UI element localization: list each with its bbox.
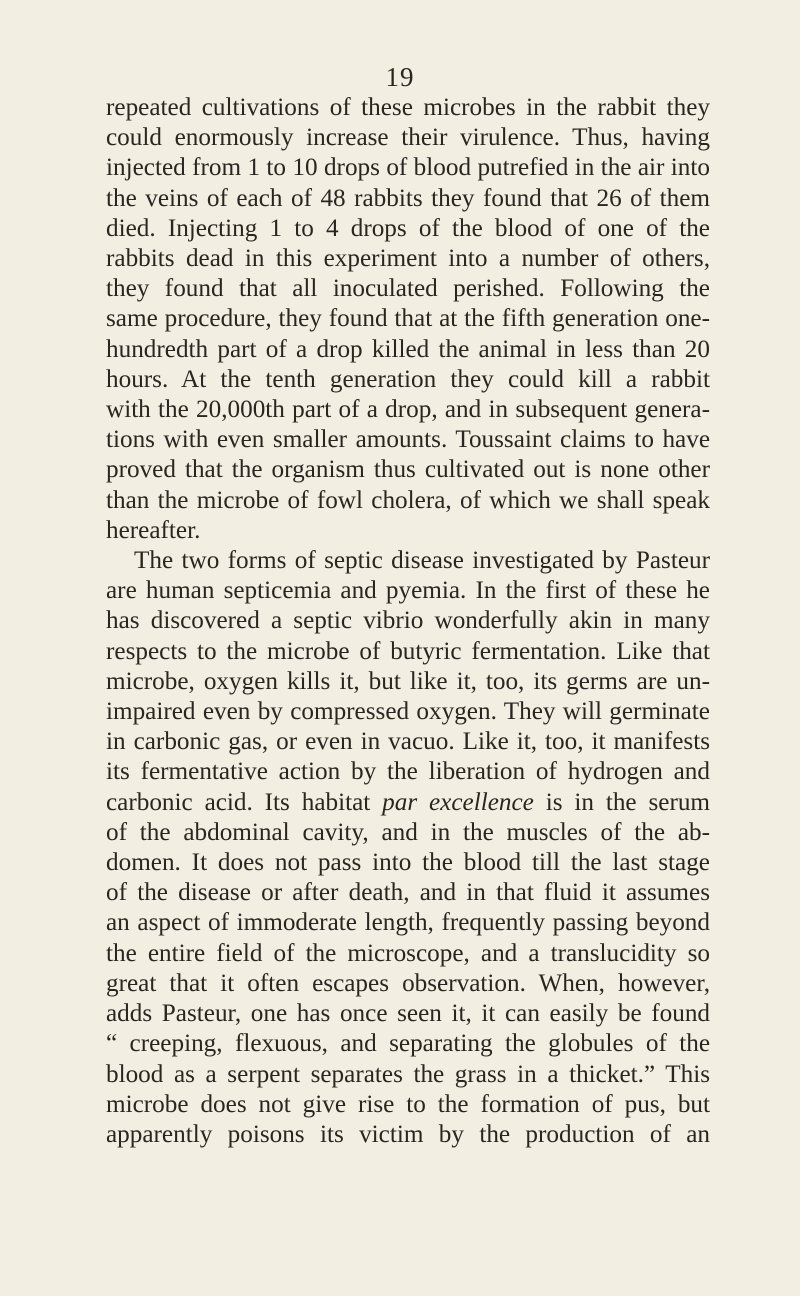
text-line: same procedure, they found that at the fifth generation one-	[106, 305, 710, 333]
text-line: blood as a serpent separates the grass in a thicket.” This	[106, 1060, 710, 1088]
text-line: of the disease or after death, and in that fluid it assumes	[106, 879, 710, 907]
body-text	[106, 93, 710, 1150]
text-line: respects to the microbe of butyric fermentation. Like that	[106, 637, 710, 665]
text-line: impaired even by compressed oxygen. They will germinate	[106, 698, 710, 726]
text-line: hours. At the tenth generation they could kill a rabbit	[106, 365, 710, 393]
text-line: in carbonic gas, or even in vacuo. Like it, too, it manifests	[106, 728, 710, 756]
text-line: its fermentative action by the liberation of hydrogen and	[106, 758, 710, 786]
text-line: are human septicemia and pyemia. In the first of these he	[106, 577, 710, 605]
text-line: proved that the organism thus cultivated out is none other	[106, 456, 710, 484]
text-line: hundredth part of a drop killed the animal in less than 20	[106, 335, 710, 363]
text-line: has discovered a septic vibrio wonderfully akin in many	[106, 607, 710, 635]
italic-phrase: par excellence	[382, 788, 534, 816]
text-line: the entire field of the microscope, and a translucidity so	[106, 939, 710, 967]
text-line: great that it often escapes observation. When, however,	[106, 969, 710, 997]
text-line-mixed	[106, 788, 710, 818]
text-line: of the abdominal cavity, and in the muscles of the ab-	[106, 818, 710, 846]
text-line: microbe, oxygen kills it, but like it, too, its germs are un-	[106, 667, 710, 695]
text-line: died. Injecting 1 to 4 drops of the blood of one of the	[106, 214, 710, 242]
text-line: they found that all inoculated perished. Following the	[106, 275, 710, 303]
text-line: hereafter.	[106, 516, 201, 544]
text-line: could enormously increase their virulence. Thus, having	[106, 124, 710, 152]
text-line: adds Pasteur, one has once seen it, it can easily be found	[106, 1000, 710, 1028]
text-line: with the 20,000th part of a drop, and in subsequent genera-	[106, 396, 710, 424]
text-segment: is in the serum	[545, 788, 711, 816]
text-line: repeated cultivations of these microbes in the rabbit they	[106, 94, 710, 121]
text-line: an aspect of immoderate length, frequently passing beyond	[106, 909, 710, 937]
text-line: domen. It does not pass into the blood till the last stage	[106, 849, 710, 877]
text-line: tions with even smaller amounts. Toussaint claims to have	[106, 426, 710, 454]
paragraph-2	[106, 546, 710, 1150]
text-line: injected from 1 to 10 drops of blood putrefied in the air into	[106, 154, 710, 182]
paragraph-1	[106, 93, 710, 546]
text-segment: carbonic acid. Its habitat	[106, 788, 371, 816]
page-number: 19	[385, 62, 415, 92]
text-line: microbe does not give rise to the formation of pus, but	[106, 1090, 710, 1118]
text-line: rabbits dead in this experiment into a number of others,	[106, 245, 710, 273]
text-line: The two forms of septic disease investigated by Pasteur	[134, 547, 710, 575]
text-line: the veins of each of 48 rabbits they found that 26 of them	[106, 184, 710, 212]
text-line: apparently poisons its victim by the production of an	[106, 1120, 710, 1148]
text-line: than the microbe of fowl cholera, of which we shall speak	[106, 486, 710, 514]
text-line: “ creeping, flexuous, and separating the globules of the	[106, 1030, 710, 1058]
